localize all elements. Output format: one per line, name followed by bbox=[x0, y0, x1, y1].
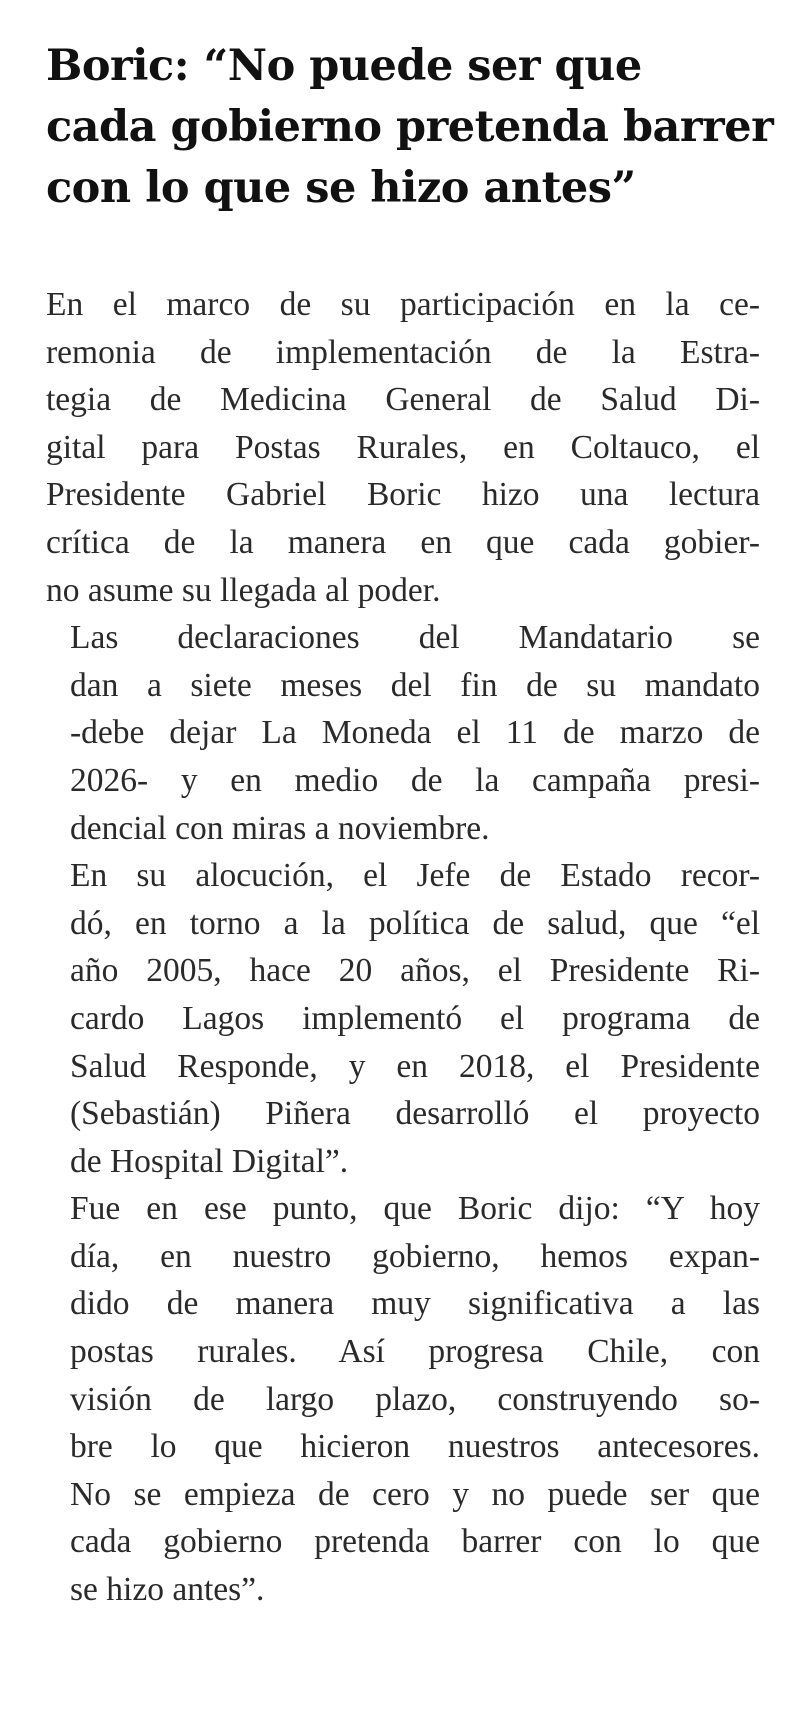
text-line: postas rurales. Así progresa Chile, con bbox=[70, 1333, 760, 1371]
text-line: -debe dejar La Moneda el 11 de marzo de bbox=[70, 714, 760, 752]
text-line: día, en nuestro gobierno, hemos expan- bbox=[70, 1237, 760, 1275]
text-line: dido de manera muy significativa a las bbox=[70, 1285, 760, 1323]
article-paragraph-3 bbox=[46, 852, 760, 1185]
text-line: crítica de la manera en que cada gobier- bbox=[46, 523, 760, 561]
text-line: 2026- y en medio de la campaña presi- bbox=[70, 761, 760, 799]
text-line: Presidente Gabriel Boric hizo una lectura bbox=[46, 476, 760, 514]
text-line: bre lo que hicieron nuestros antecesores. bbox=[70, 1428, 760, 1466]
article-body bbox=[46, 281, 760, 1614]
headline-line: con lo que se hizo antes” bbox=[46, 163, 636, 213]
text-line: cardo Lagos implementó el programa de bbox=[70, 999, 760, 1037]
news-article bbox=[46, 36, 774, 1614]
text-line: (Sebastián) Piñera desarrolló el proyecto bbox=[70, 1095, 760, 1133]
text-line: En su alocución, el Jefe de Estado recor- bbox=[70, 857, 760, 895]
text-line: dó, en torno a la política de salud, que “el bbox=[70, 904, 760, 942]
text-line: año 2005, hace 20 años, el Presidente Ri- bbox=[70, 952, 760, 990]
text-line: gital para Postas Rurales, en Coltauco, el bbox=[46, 428, 760, 466]
text-line: Las declaraciones del Mandatario se bbox=[70, 619, 760, 657]
headline-line: cada gobierno pretenda barrer bbox=[46, 102, 774, 152]
text-line: tegia de Medicina General de Salud Di- bbox=[46, 381, 760, 419]
text-line: se hizo antes”. bbox=[70, 1571, 265, 1609]
headline-line: Boric: “No puede ser que bbox=[46, 41, 642, 91]
text-line: En el marco de su participación en la ce- bbox=[46, 286, 760, 323]
text-line: Salud Responde, y en 2018, el Presidente bbox=[70, 1047, 760, 1085]
text-line: no asume su llegada al poder. bbox=[46, 571, 441, 609]
text-line: dencial con miras a noviembre. bbox=[70, 809, 490, 847]
text-line: de Hospital Digital”. bbox=[70, 1142, 349, 1180]
text-line: cada gobierno pretenda barrer con lo que bbox=[70, 1523, 760, 1561]
article-paragraph-1 bbox=[46, 281, 760, 614]
text-line: No se empieza de cero y no puede ser que bbox=[70, 1475, 760, 1513]
text-line: dan a siete meses del fin de su mandato bbox=[70, 666, 760, 704]
article-paragraph-2 bbox=[46, 614, 760, 852]
text-line: visión de largo plazo, construyendo so- bbox=[70, 1380, 760, 1418]
text-line: Fue en ese punto, que Boric dijo: “Y hoy bbox=[70, 1190, 760, 1228]
article-paragraph-4 bbox=[46, 1185, 760, 1613]
text-line: remonia de implementación de la Estra- bbox=[46, 333, 760, 371]
article-headline bbox=[46, 36, 774, 219]
